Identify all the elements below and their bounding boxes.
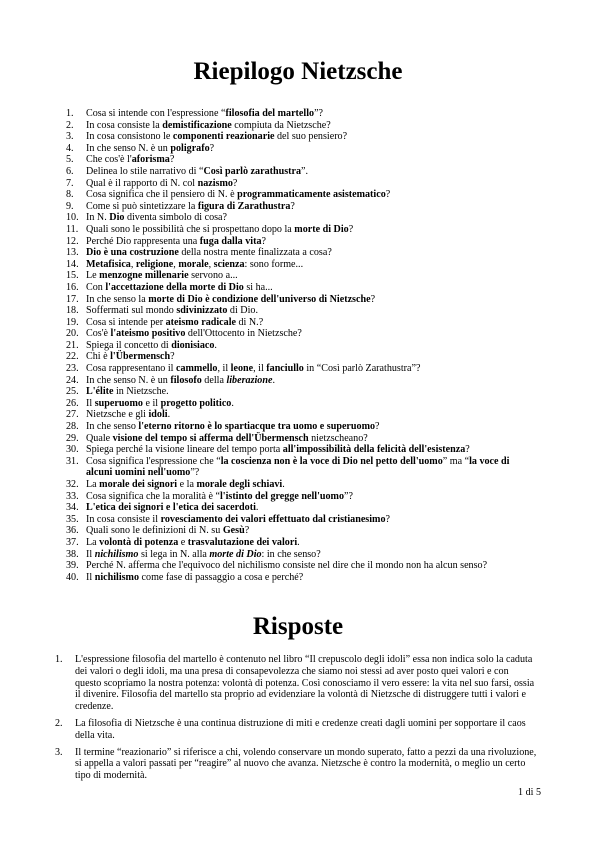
question-text: . — [272, 374, 275, 386]
question-item — [0, 444, 518, 456]
question-text: nietzscheano? — [308, 432, 368, 444]
question-text: , — [208, 258, 214, 270]
question-number: 6. — [66, 165, 74, 177]
question-emphasis: aforisma — [131, 154, 170, 166]
question-item — [0, 131, 518, 143]
question-number: 35. — [66, 513, 79, 525]
question-text: ”? — [190, 467, 200, 479]
question-text: servono a... — [188, 270, 238, 282]
question-number: 14. — [66, 258, 79, 270]
question-item — [0, 456, 518, 479]
question-number: 23. — [66, 363, 79, 375]
question-emphasis: liberazione — [226, 374, 273, 386]
question-number: 2. — [66, 119, 74, 131]
question-emphasis: la coscienza non è la voce di Dio nel petto dell'uomo — [220, 455, 443, 467]
question-emphasis: morale degli schiavi — [196, 479, 283, 490]
question-text: Cosa si intende con l'espressione “ — [86, 108, 226, 119]
question-text: In cosa consistono le — [86, 131, 173, 143]
question-item — [0, 398, 518, 410]
answer-item — [0, 718, 537, 742]
question-emphasis: visione del tempo si afferma dell'Übermensch — [112, 432, 309, 444]
question-text: ? — [370, 293, 376, 305]
question-emphasis: componenti reazionarie — [172, 131, 275, 143]
question-number: 11. — [66, 223, 79, 235]
question-item — [0, 108, 518, 120]
question-emphasis: Dio — [109, 212, 125, 224]
question-number: 3. — [66, 131, 74, 143]
question-number: 1. — [66, 108, 74, 119]
question-text: ? — [209, 142, 215, 154]
answer-text: Il termine “reazionario” si riferisce a chi, volendo conservare un mondo superato, fatto a pezzi da una rivoluzione, si appella a valori passati per “reagire” al nuovo che avanza. Nietzsche è contro la modernità, o meglio un certo tipo di modernità. — [75, 746, 537, 782]
answer-number: 3. — [55, 746, 63, 758]
question-emphasis: menzogne millenarie — [99, 270, 189, 282]
question-emphasis: Gesù — [222, 525, 245, 537]
question-number: 28. — [66, 421, 79, 433]
question-item — [0, 166, 518, 178]
question-text: . — [167, 409, 171, 421]
question-emphasis: demistificazione — [162, 119, 232, 131]
question-text: della nostra mente finalizzata a cosa? — [178, 247, 332, 259]
question-text: in “Così parlò Zarathustra”? — [303, 363, 421, 375]
question-text: si ha... — [243, 281, 273, 293]
question-text: Cosa si intende per — [86, 316, 166, 328]
question-text: Cosa significa che il pensiero di N. è — [86, 189, 238, 201]
question-number: 40. — [66, 571, 79, 583]
question-list — [0, 108, 518, 583]
question-text: . — [231, 397, 234, 409]
question-text: Qual è il rapporto di N. col — [86, 177, 198, 189]
question-text: La — [86, 536, 100, 548]
question-emphasis: figura di Zarathustra — [197, 200, 291, 212]
question-emphasis: l'istinto del gregge nell'uomo — [219, 490, 345, 502]
question-number: 10. — [66, 212, 79, 224]
question-number: 39. — [66, 560, 79, 572]
question-text: Cos'è — [86, 328, 111, 340]
answer-item — [0, 654, 537, 713]
question-text: ? — [385, 189, 391, 201]
question-text: In che senso N. è un — [86, 142, 171, 154]
question-text: : in che senso? — [261, 548, 321, 560]
question-item — [0, 375, 518, 387]
question-text: Quale — [86, 432, 113, 444]
question-emphasis: idoli — [148, 409, 168, 421]
question-text: diventa simbolo di cosa? — [124, 212, 228, 224]
question-text: ”. — [301, 165, 309, 177]
question-emphasis: progetto politico — [160, 397, 232, 409]
question-text: ? — [385, 513, 390, 525]
question-item — [0, 421, 518, 433]
question-number: 9. — [66, 200, 74, 212]
question-number: 16. — [66, 281, 79, 293]
question-emphasis: ateismo radicale — [165, 316, 236, 328]
question-emphasis: trasvalutazione dei valori — [187, 536, 298, 548]
question-number: 7. — [66, 177, 74, 189]
question-item — [0, 351, 518, 363]
answer-number: 1. — [55, 654, 63, 665]
question-text: di Dio. — [227, 305, 258, 317]
question-text: ”? — [314, 108, 324, 119]
question-number: 34. — [66, 502, 79, 514]
answers-heading: Risposte — [252, 613, 344, 640]
question-text: La — [86, 479, 100, 490]
question-emphasis: volontà di potenza — [99, 536, 179, 548]
question-item — [0, 143, 518, 155]
question-text: ”? — [344, 490, 353, 502]
question-text: Quali sono le definizioni di N. su — [86, 525, 223, 537]
question-item — [0, 178, 518, 190]
question-text: e il — [142, 397, 161, 409]
question-text: : sono forme... — [244, 258, 304, 270]
question-item — [0, 270, 518, 282]
question-text: si lega in N. alla — [138, 548, 210, 560]
question-text: ? — [465, 444, 470, 456]
question-emphasis: fanciullo — [266, 363, 304, 375]
question-number: 8. — [66, 189, 74, 201]
question-text: dell'Ottocento in Nietzsche? — [185, 328, 302, 340]
question-text: In cosa consiste la — [86, 119, 163, 131]
question-text: . — [282, 479, 285, 490]
question-text: ? — [290, 200, 295, 212]
question-text: Cosa significa che la moralità è “ — [86, 490, 220, 502]
answer-list — [0, 654, 537, 787]
question-text: , il — [253, 363, 267, 375]
question-item — [0, 560, 518, 572]
question-text: in Nietzsche. — [113, 386, 169, 398]
question-emphasis: nichilismo — [94, 571, 140, 583]
question-item — [0, 340, 518, 352]
question-item — [0, 154, 518, 166]
question-text: e la — [177, 479, 197, 490]
question-emphasis: morte di Dio — [209, 548, 262, 560]
question-item — [0, 212, 518, 224]
question-number: 12. — [66, 235, 79, 247]
question-item — [0, 236, 518, 248]
question-text: e — [178, 536, 188, 548]
question-text: Il — [86, 397, 95, 409]
question-text: Le — [86, 270, 100, 282]
answer-number: 2. — [55, 717, 63, 729]
answer-text: L'espressione filosofia del martello è contenuto nel libro “Il crepuscolo degli idoli” essa non indica solo la caduta dei valori o degli idoli, ma una presa di consapevolezza che siamo noi stessi ad aver posto quei valori e con questo scopriamo la nostra potenza: volontà di potenza. Così conosciamo il vero essere: la vita nel suo farsi, ossia il divenire. Filosofia del martello sta proprio ad evidenziare la volontà di Nietzsche di distruggere tutti i valori e credenze. — [75, 654, 535, 713]
question-item — [0, 433, 518, 445]
question-emphasis: sdivinizzato — [176, 305, 228, 317]
question-text: Perché N. afferma che l'equivoco del nichilismo consiste nel dire che il mondo non ha alcun senso? — [86, 560, 488, 572]
question-text: ? — [169, 154, 175, 166]
question-emphasis: Dio è una costruzione — [86, 247, 179, 259]
question-item — [0, 502, 518, 514]
question-text: ? — [348, 223, 354, 235]
question-text: , — [130, 258, 136, 270]
question-emphasis: nichilismo — [94, 548, 139, 560]
question-item — [0, 572, 518, 584]
question-text: Quali sono le possibilità che si prospettano dopo la — [86, 223, 295, 235]
question-text: , — [173, 258, 179, 270]
question-number: 27. — [66, 409, 79, 421]
question-text: In che senso la — [86, 293, 149, 305]
question-emphasis: Metafisica — [86, 258, 131, 270]
question-emphasis: L'élite — [86, 386, 114, 398]
question-emphasis: morte di Dio — [294, 223, 349, 235]
question-number: 38. — [66, 548, 79, 560]
question-number: 19. — [66, 316, 79, 328]
question-emphasis: filosofia del martello — [225, 108, 315, 119]
question-item — [0, 386, 518, 398]
question-text: Cosa rappresentano il — [86, 363, 176, 375]
question-item — [0, 201, 518, 213]
page-number: 1 di 5 — [518, 787, 541, 798]
question-text: In che senso N. è un — [86, 374, 171, 386]
question-emphasis: la voce di alcuni uomini nell'uomo — [86, 455, 510, 479]
question-item — [0, 294, 518, 306]
question-text: ” ma “ — [442, 455, 470, 467]
question-emphasis: Così parlò zarathustra — [203, 165, 302, 177]
question-item — [0, 549, 518, 561]
question-item — [0, 247, 518, 259]
question-number: 18. — [66, 305, 79, 317]
question-number: 25. — [66, 386, 79, 398]
question-text: Il — [86, 548, 95, 560]
question-emphasis: rovesciamento dei valori effettuato dal cristianesimo — [160, 513, 386, 525]
question-item — [0, 514, 518, 526]
question-emphasis: superuomo — [94, 397, 143, 409]
question-item — [0, 317, 518, 329]
question-text: . — [297, 536, 300, 548]
question-emphasis: l'Übermensch — [110, 351, 171, 363]
question-emphasis: scienza — [213, 258, 245, 270]
question-emphasis: leone — [230, 363, 254, 375]
question-item — [0, 537, 518, 549]
question-number: 15. — [66, 270, 79, 282]
question-text: del suo pensiero? — [274, 131, 348, 143]
question-text: ? — [244, 525, 250, 537]
question-number: 36. — [66, 525, 79, 537]
question-number: 20. — [66, 328, 79, 340]
question-emphasis: all'impossibilità della felicità dell'esistenza — [282, 444, 466, 456]
question-text: In N. — [86, 212, 110, 224]
question-text: . — [214, 339, 217, 351]
question-emphasis: fuga dalla vita — [199, 235, 262, 247]
question-text: ? — [170, 351, 175, 363]
question-item — [0, 525, 518, 537]
question-text: In cosa consiste il — [86, 513, 161, 525]
question-text: Nietzsche e gli — [86, 409, 149, 421]
question-number: 17. — [66, 293, 79, 305]
question-number: 24. — [66, 374, 79, 386]
question-text: Con — [86, 281, 106, 293]
question-emphasis: religione — [135, 258, 174, 270]
question-text: come fase di passaggio a cosa e perché? — [139, 571, 304, 583]
question-emphasis: poligrafo — [170, 142, 210, 154]
question-text: Spiega il concetto di — [86, 339, 172, 351]
question-number: 26. — [66, 397, 79, 409]
question-number: 32. — [66, 479, 79, 490]
question-text: , il — [217, 363, 231, 375]
answer-text: La filosofia di Nietzsche è una continua distruzione di miti e credenze creati dagli uomini per sopportare il caos della vita. — [75, 717, 526, 741]
question-emphasis: cammello — [175, 363, 218, 375]
question-item — [0, 363, 518, 375]
question-text: della — [201, 374, 227, 386]
question-emphasis: morale — [178, 258, 209, 270]
page-title: Riepilogo Nietzsche — [193, 58, 403, 85]
question-text: ? — [261, 235, 266, 247]
question-text: di N.? — [235, 316, 264, 328]
question-emphasis: filosofo — [170, 374, 202, 386]
question-number: 21. — [66, 339, 79, 351]
question-text: compiuta da Nietzsche? — [231, 119, 331, 131]
question-emphasis: morale dei signori — [99, 479, 178, 490]
question-text: Spiega perché la visione lineare del tempo porta — [86, 444, 283, 456]
question-text: In che senso — [86, 421, 139, 433]
question-number: 5. — [66, 154, 74, 166]
question-item — [0, 282, 518, 294]
answer-item — [0, 747, 537, 782]
question-number: 13. — [66, 247, 79, 259]
question-emphasis: morte di Dio è condizione dell'universo di Nietzsche — [148, 293, 371, 305]
question-item — [0, 224, 518, 236]
question-number: 37. — [66, 536, 79, 548]
question-item — [0, 120, 518, 132]
question-text: Delinea lo stile narrativo di “ — [86, 165, 204, 177]
question-emphasis: L'etica dei signori e l'etica dei sacerdoti — [86, 502, 256, 514]
question-emphasis: l'accettazione della morte di Dio — [105, 281, 244, 293]
question-emphasis: l'ateismo positivo — [110, 328, 186, 340]
question-emphasis: nazismo — [197, 177, 233, 189]
question-emphasis: l'eterno ritorno è lo spartiacque tra uomo e superuomo — [138, 421, 376, 433]
question-text: Chi è — [86, 351, 111, 363]
question-text: . — [255, 502, 259, 514]
question-text: ? — [375, 421, 380, 433]
question-number: 4. — [66, 142, 74, 154]
question-number: 30. — [66, 444, 79, 456]
question-item — [0, 328, 518, 340]
question-emphasis: programmaticamente asistematico — [237, 189, 386, 201]
question-item — [0, 479, 518, 491]
question-text: Il — [86, 571, 95, 583]
question-item — [0, 259, 518, 271]
question-item — [0, 189, 518, 201]
question-number: 31. — [66, 455, 79, 467]
question-number: 22. — [66, 351, 79, 363]
question-text: Come si può sintetizzare la — [86, 200, 198, 212]
question-text: Soffermati sul mondo — [86, 305, 177, 317]
question-item — [0, 491, 518, 503]
question-text: ? — [232, 177, 238, 189]
question-number: 33. — [66, 490, 79, 502]
question-item — [0, 409, 518, 421]
question-emphasis: dionisiaco — [171, 339, 215, 351]
question-number: 29. — [66, 432, 79, 444]
question-text: Che cos'è l' — [86, 154, 132, 166]
question-item — [0, 305, 518, 317]
question-text: Perché Dio rappresenta una — [86, 235, 200, 247]
question-text: Cosa significa l'espressione che “ — [86, 455, 221, 467]
